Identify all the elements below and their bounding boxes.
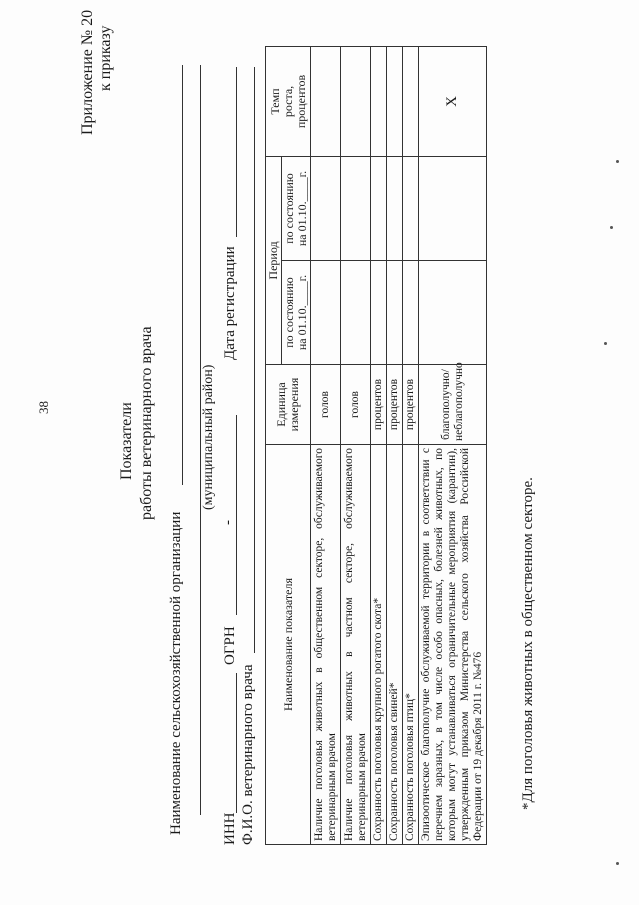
fio-field-line (254, 67, 255, 653)
inn-field-line (236, 673, 237, 813)
header-growth-line2: роста, (280, 85, 295, 118)
document-subtitle: работы ветеринарного врача (138, 326, 155, 520)
header-col2-line1: по состоянию (282, 173, 296, 244)
scan-speck (616, 862, 619, 865)
row-value-1 (419, 261, 487, 365)
row-unit: процентов (371, 365, 387, 445)
row-name: Эпизоотическое благополучие обслуживаемой территории в соответствии с перечнем заразных, в том числе особо опасных, болезней животных, по которым могут устанавливаться ограничительные мероприятия (карантин), утвержденным приказом Министерства сельского хозяйства Российской Федерации от 19 декабря 2011 г. №476 (419, 445, 487, 845)
row-unit: голов (311, 365, 341, 445)
scan-speck (616, 160, 619, 163)
row-value-1 (387, 261, 403, 365)
indicators-table (265, 46, 487, 845)
header-growth-line3: процентов (293, 74, 308, 129)
row-growth: X (419, 47, 487, 157)
row-name: Сохранность поголовья свиней* (387, 445, 403, 845)
row-value-2 (387, 157, 403, 261)
row-value-1 (311, 261, 341, 365)
header-col1-line2: на 01.10.____г. (295, 274, 309, 351)
organization-field-line (182, 65, 183, 485)
header-unit-line2: измерения (287, 377, 301, 432)
row-growth (341, 47, 371, 157)
row-name: Наличие поголовья животных в общественном секторе, обслуживаемого ветеринарным врачом (311, 445, 341, 845)
footnote: *Для поголовья животных в общественном секторе. (520, 477, 536, 810)
table-row (341, 47, 371, 845)
row-name: Сохранность поголовья птиц* (403, 445, 419, 845)
row-value-2 (341, 157, 371, 261)
row-unit: голов (341, 365, 371, 445)
table-row (311, 47, 341, 845)
table-header-row (266, 47, 282, 845)
row-value-1 (371, 261, 387, 365)
header-growth-line1: Темп (267, 88, 282, 115)
document-title: Показатели (118, 402, 135, 480)
row-growth (371, 47, 387, 157)
table-row (387, 47, 403, 845)
registration-date-line (236, 67, 237, 237)
row-unit: процентов (403, 365, 419, 445)
table-row (403, 47, 419, 845)
appendix-title: Приложение № 20 (79, 9, 96, 135)
district-caption: (муниципальный район) (201, 364, 216, 510)
row-unit: процентов (387, 365, 403, 445)
header-period: Период (266, 157, 282, 365)
row-value-2 (403, 157, 419, 261)
row-growth (387, 47, 403, 157)
row-growth (311, 47, 341, 157)
header-unit (266, 365, 311, 445)
ogrn-label: ОГРН (222, 626, 238, 665)
header-period-col1 (282, 261, 311, 365)
ogrn-field-line (236, 415, 237, 615)
registration-date-label: Дата регистрации (222, 246, 238, 360)
row-unit: благополучно/ неблагополучно (419, 365, 487, 445)
scan-speck (610, 226, 613, 229)
scan-speck (604, 342, 607, 345)
header-period-col2 (282, 157, 311, 261)
appendix-subtitle: к приказу (97, 25, 114, 91)
header-name: Наименование показателя (266, 445, 311, 845)
ogrn-dash: - (220, 520, 236, 525)
inn-label: ИНН (222, 812, 238, 845)
row-name: Сохранность поголовья крупного рогатого скота* (371, 445, 387, 845)
table-row (419, 47, 487, 845)
header-growth (266, 47, 311, 157)
table-row (371, 47, 387, 845)
row-name: Наличие поголовья животных в частном секторе, обслуживаемого ветеринарным врачом (341, 445, 371, 845)
organization-label: Наименование сельскохозяйственной организации (168, 511, 184, 835)
header-col1-line1: по состоянию (282, 277, 296, 348)
row-value-2 (419, 157, 487, 261)
row-value-1 (403, 261, 419, 365)
row-growth (403, 47, 419, 157)
row-value-1 (341, 261, 371, 365)
page-number: 38 (36, 401, 51, 414)
fio-label: Ф.И.О. ветеринарного врача (240, 664, 256, 845)
header-unit-line1: Единица (274, 382, 288, 427)
header-col2-line2: на 01.10.____г. (295, 170, 309, 247)
row-value-2 (311, 157, 341, 261)
row-value-2 (371, 157, 387, 261)
